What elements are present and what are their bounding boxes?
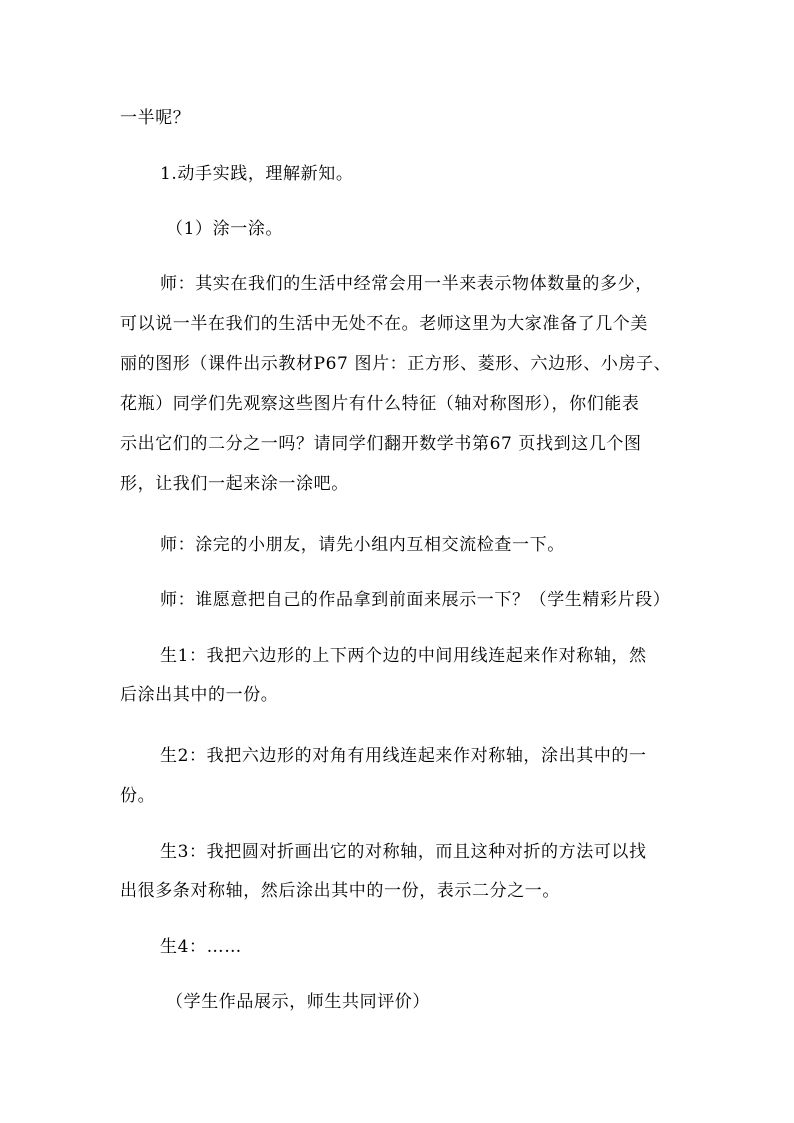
paragraph-line: 花瓶）同学们先观察这些图片有什么特征（轴对称图形），你们能表 <box>120 394 640 414</box>
paragraph-line: 形，让我们一起来涂一涂吧。 <box>120 474 349 494</box>
paragraph-line: 丽的图形（课件出示教材P67 图片：正方形、菱形、六边形、小房子、 <box>120 354 672 374</box>
text-line: 一半呢？ <box>120 108 191 128</box>
paragraph-line: 出很多条对称轴，然后涂出其中的一份，表示二分之一。 <box>120 881 560 901</box>
paragraph-line: 份。 <box>120 786 156 806</box>
paragraph-line: （学生作品展示，师生共同评价） <box>166 992 430 1012</box>
paragraph-line: 示出它们的二分之一吗？请同学们翻开数学书第67 页找到这几个图 <box>120 434 642 454</box>
paragraph-line: 生3：我把圆对折画出它的对称轴，而且这种对折的方法可以找 <box>160 842 647 862</box>
paragraph-line: 生2：我把六边形的对角有用线连起来作对称轴，涂出其中的一 <box>160 746 647 766</box>
paragraph-line: 师：涂完的小朋友，请先小组内互相交流检查一下。 <box>160 535 565 555</box>
subsection-heading: （1）涂一涂。 <box>166 219 284 239</box>
paragraph-line: 生4：…… <box>160 937 242 957</box>
section-heading: 1.动手实践，理解新知。 <box>160 164 354 184</box>
paragraph-line: 后涂出其中的一份。 <box>120 685 279 705</box>
paragraph-line: 师：其实在我们的生活中经常会用一半来表示物体数量的多少， <box>160 274 653 294</box>
paragraph-line: 生1：我把六边形的上下两个边的中间用线连起来作对称轴，然 <box>160 646 647 666</box>
paragraph-line: 师：谁愿意把自己的作品拿到前面来展示一下？（学生精彩片段） <box>160 590 671 610</box>
paragraph-line: 可以说一半在我们的生活中无处不在。老师这里为大家准备了几个美 <box>120 314 648 334</box>
